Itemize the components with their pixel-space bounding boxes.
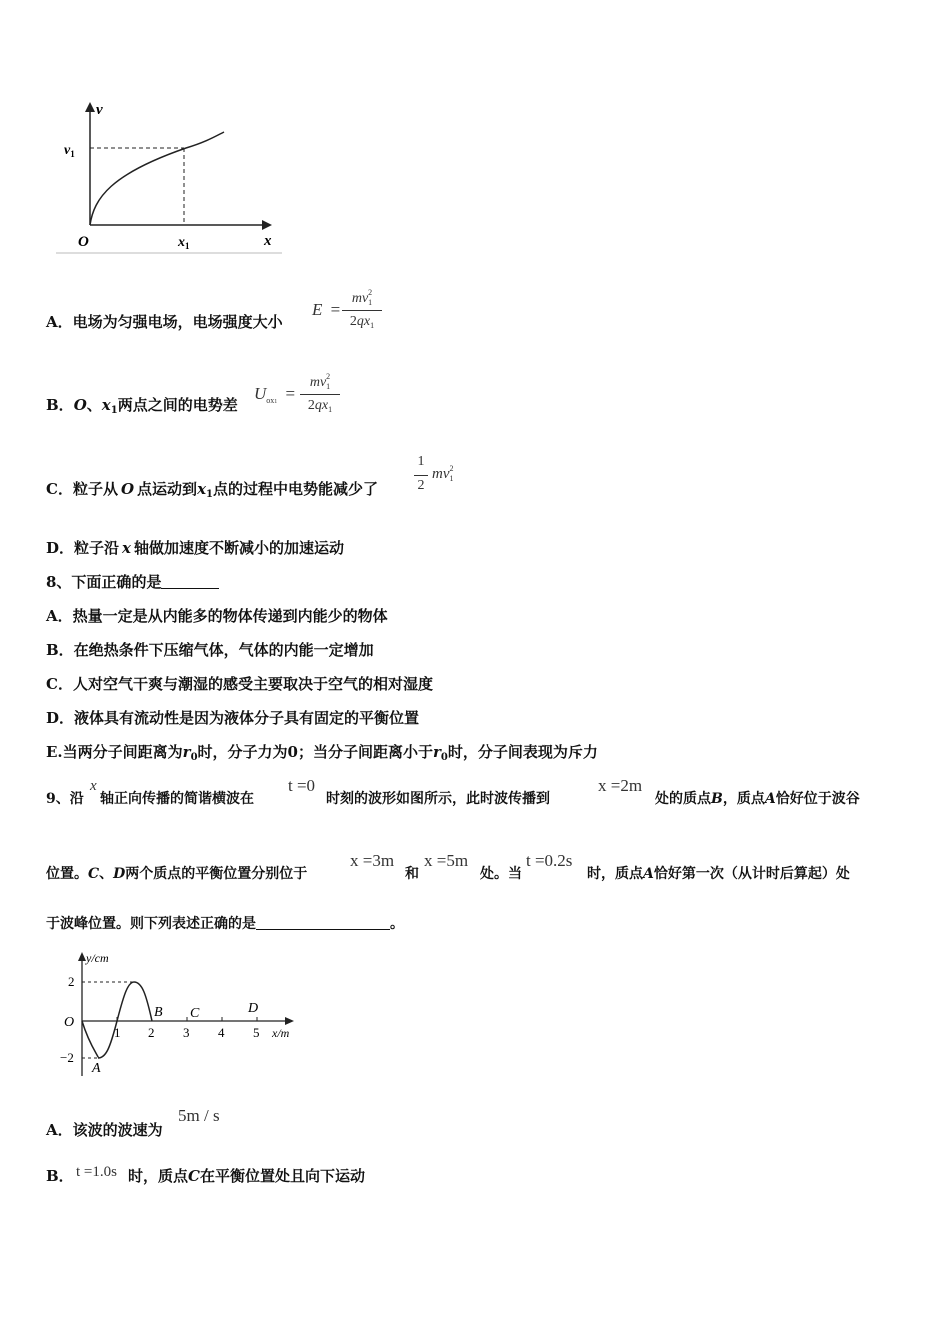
q8-option-c: C．人对空气干爽与潮湿的感受主要取决于空气的相对湿度	[46, 675, 433, 693]
graph2-x-arrow	[285, 1017, 294, 1025]
graph2-tick-label-2: 2	[148, 1025, 155, 1040]
formula-equals: =	[285, 384, 296, 403]
graph2-y-arrow	[78, 952, 86, 961]
q8-option-e: E.当两分子间距离为$r_0$时，分子力为0；当分子间距离小于$r_0$时，分子间表现为斥力	[46, 743, 598, 763]
q7-c-mv-squared: $mv_1^2$	[432, 464, 454, 483]
graph1-y-arrow	[85, 102, 95, 112]
graph2-y-label: y/cm	[86, 951, 109, 965]
q9-option-b-time: t =1.0s	[76, 1164, 117, 1180]
graph1-v1-label: $v_1$	[64, 143, 75, 159]
q9-x-symbol: x	[90, 778, 97, 794]
velocity-position-graph	[56, 98, 288, 258]
q9-t0: t =0	[288, 776, 316, 795]
q7-b-fraction: $mv_1^2$ $2qx_1$	[300, 370, 340, 424]
q8-option-a: A．热量一定是从内能多的物体传递到内能少的物体	[46, 607, 388, 625]
graph1-x-label: x	[264, 233, 272, 249]
graph2-tick-label-4: 4	[218, 1025, 225, 1040]
formula-equals: =	[330, 300, 341, 319]
q9-t02: t =0.2s	[526, 851, 573, 870]
q9-answer-blank	[256, 929, 390, 930]
q9-x2: x =2m	[598, 776, 643, 795]
wave-graph	[56, 946, 306, 1082]
q9-x5: x =5m	[424, 851, 469, 870]
q9-stem-line3: 于波峰位置。则下列表述正确的是 。	[46, 916, 404, 932]
q8-option-b: B．在绝热条件下压缩气体，气体的内能一定增加	[46, 641, 374, 659]
graph2-point-d: D	[248, 1001, 259, 1016]
q7-c-half-fraction: 1 2	[414, 454, 428, 500]
q7-b-formula-lhs: $U_{ox1}$ =	[254, 384, 296, 405]
q7-a-fraction	[342, 286, 382, 340]
graph1-curve	[90, 132, 224, 225]
graph1-x1-label: $x_1$	[178, 235, 190, 251]
graph2-point-c: C	[190, 1006, 200, 1021]
q7-option-a-prefix: A．	[46, 313, 73, 331]
formula-e-symbol: E	[312, 300, 323, 319]
q7-a-formula-lhs	[312, 300, 340, 320]
q9-x3: x =3m	[350, 851, 395, 870]
graph2-y-pos-label: 2	[68, 974, 75, 989]
q7-option-d: D．粒子沿 x 轴做加速度不断减小的加速运动	[46, 539, 344, 557]
q9-option-a: A．该波的波速为	[46, 1121, 163, 1139]
q7-option-b: B．O、$x_1$两点之间的电势差	[46, 396, 238, 416]
fraction-denominator: $2qx_1$	[349, 314, 375, 330]
q9-stem-line1: 9、沿	[46, 791, 84, 807]
graph2-tick-label-5: 5	[253, 1025, 260, 1040]
graph2-y-neg-label: −2	[60, 1050, 74, 1065]
q7-option-a	[46, 313, 283, 331]
graph1-origin-label: O	[78, 234, 89, 250]
q7-option-a-text: 电场为匀强电场，电场强度大小	[72, 313, 283, 331]
graph2-origin-label: O	[64, 1015, 75, 1030]
q9-option-a-speed: 5m / s	[178, 1106, 220, 1125]
q8-option-d: D．液体具有流动性是因为液体分子具有固定的平衡位置	[46, 709, 420, 727]
graph2-tick-label-3: 3	[183, 1025, 190, 1040]
graph2-point-b: B	[154, 1005, 163, 1020]
graph2-x-label: x/m	[272, 1026, 290, 1040]
fraction-numerator: $mv_1^2$	[351, 288, 373, 307]
graph1-y-label: v	[96, 102, 103, 118]
graph2-point-a: A	[92, 1061, 101, 1076]
fraction-bar	[342, 310, 382, 311]
formula-u-symbol: U	[254, 384, 267, 403]
q8-stem: 8、下面正确的是	[46, 573, 219, 591]
q7-option-c: C．粒子从 O 点运动到$x_1$点的过程中电势能减少了	[46, 480, 378, 500]
q9-stem-line2: 位置。C、D两个质点的平衡位置分别位于	[46, 866, 308, 882]
point-o: O	[73, 396, 87, 414]
point-x1: x	[101, 396, 111, 414]
graph2-tick-label-1: 1	[114, 1025, 121, 1040]
q8-answer-blank	[161, 588, 219, 589]
q9-option-b: B．	[46, 1167, 74, 1185]
graph1-x-arrow	[262, 220, 272, 230]
